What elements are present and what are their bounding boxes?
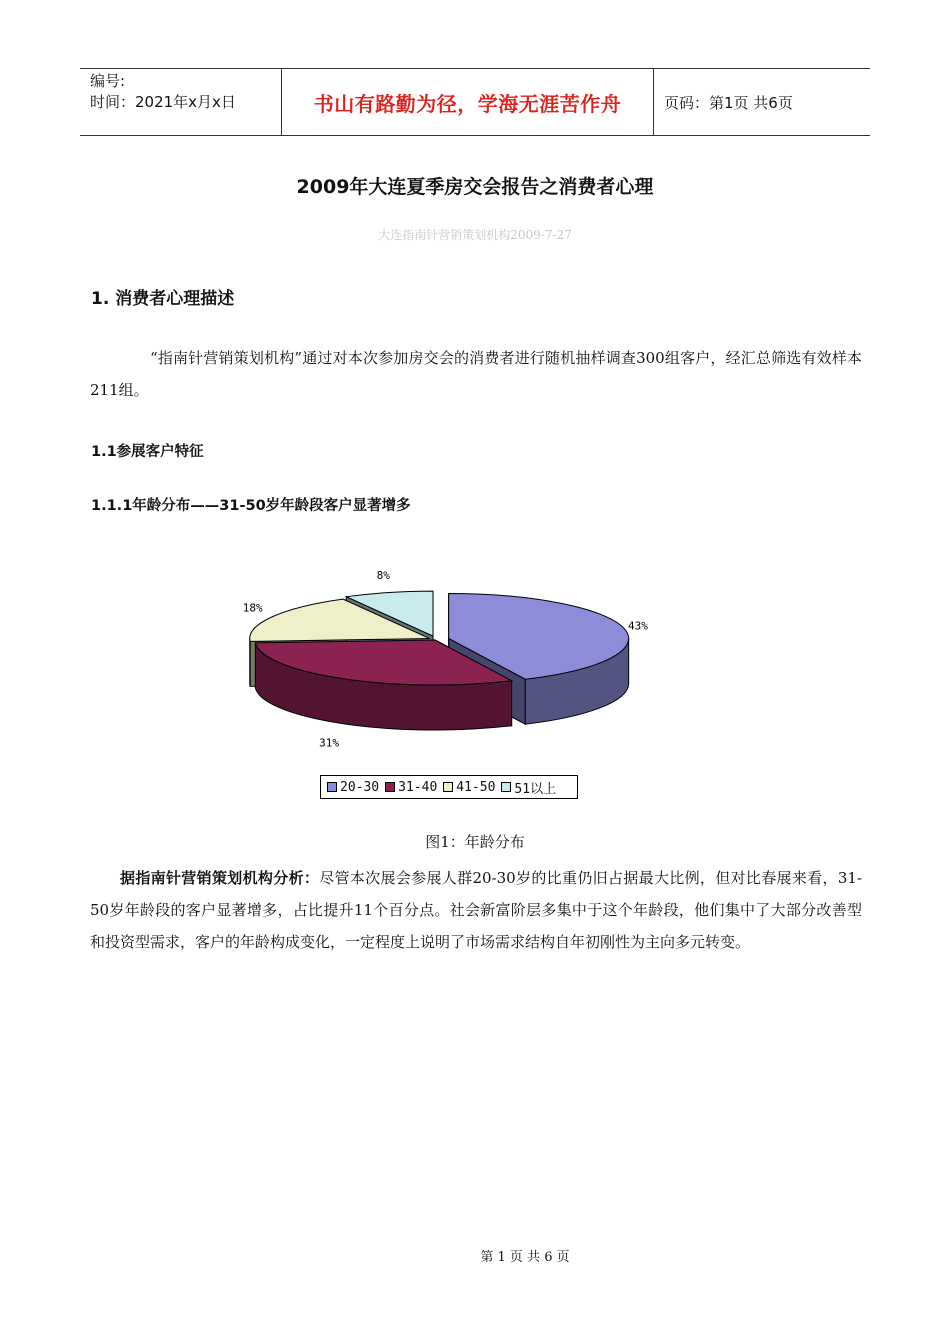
- legend-swatch: [501, 782, 511, 792]
- pie-label-20-30: 43%: [628, 619, 648, 633]
- pie-label-31-40: 31%: [319, 736, 340, 750]
- number-label: 编号:: [90, 72, 126, 90]
- pie-label-41-50: 18%: [242, 601, 263, 615]
- pie-svg: [242, 560, 670, 760]
- page-header: [80, 68, 870, 136]
- legend-item-41-50: [443, 780, 495, 795]
- pie-label-51以上: 8%: [376, 569, 390, 583]
- legend-label: 31-40: [398, 779, 438, 795]
- section-heading-1: 1. 消费者心理描述: [91, 289, 235, 309]
- time-label: 时间：2021年x月x日: [90, 93, 236, 111]
- header-page-info: 页码：第1页 共6页: [664, 93, 793, 112]
- legend-item-20-30: [327, 780, 379, 795]
- legend-item-51以上: [501, 778, 556, 797]
- document-title: 2009年大连夏季房交会报告之消费者心理: [296, 176, 654, 198]
- intro-paragraph: “指南针营销策划机构”通过对本次参加房交会的消费者进行随机抽样调查300组客户，经汇总筛选有效样本211组。: [90, 349, 862, 399]
- legend-label: 20-30: [340, 779, 380, 795]
- legend-swatch: [385, 782, 395, 792]
- analysis-paragraph: [90, 862, 862, 958]
- header-meta: [80, 69, 281, 135]
- analysis-text: 尽管本次展会参展人群20-30岁的比重仍旧占据最大比例，但对比春展来看，31-50岁年龄段的客户显著增多，占比提升11个百分点。社会新富阶层多集中于这个年龄段，他们集中了大部分改善型和投资型需求，客户的年龄构成变化，一定程度上说明了市场需求结构自年初刚性为主向多元转变。: [90, 869, 862, 951]
- header-motto: 书山有路勤为径，学海无涯苦作舟: [281, 69, 654, 135]
- chart-legend: [320, 775, 578, 799]
- figure-caption: 图1：年龄分布: [425, 833, 525, 851]
- legend-swatch: [327, 782, 337, 792]
- section-heading-1-1: 1.1参展客户特征: [91, 444, 204, 460]
- analysis-label: 据指南针营销策划机构分析：: [120, 869, 320, 887]
- page-footer: 第 1 页 共 6 页: [480, 1250, 570, 1265]
- section-heading-1-1-1: 1.1.1年龄分布——31-50岁年龄段客户显著增多: [91, 498, 411, 514]
- age-pie-chart: [242, 560, 670, 810]
- document-subtitle: 大连指南针营销策划机构2009-7-27: [378, 228, 572, 242]
- legend-swatch: [443, 782, 453, 792]
- legend-item-31-40: [385, 780, 437, 795]
- legend-label: 41-50: [456, 779, 496, 795]
- legend-label: 51以上: [514, 781, 557, 797]
